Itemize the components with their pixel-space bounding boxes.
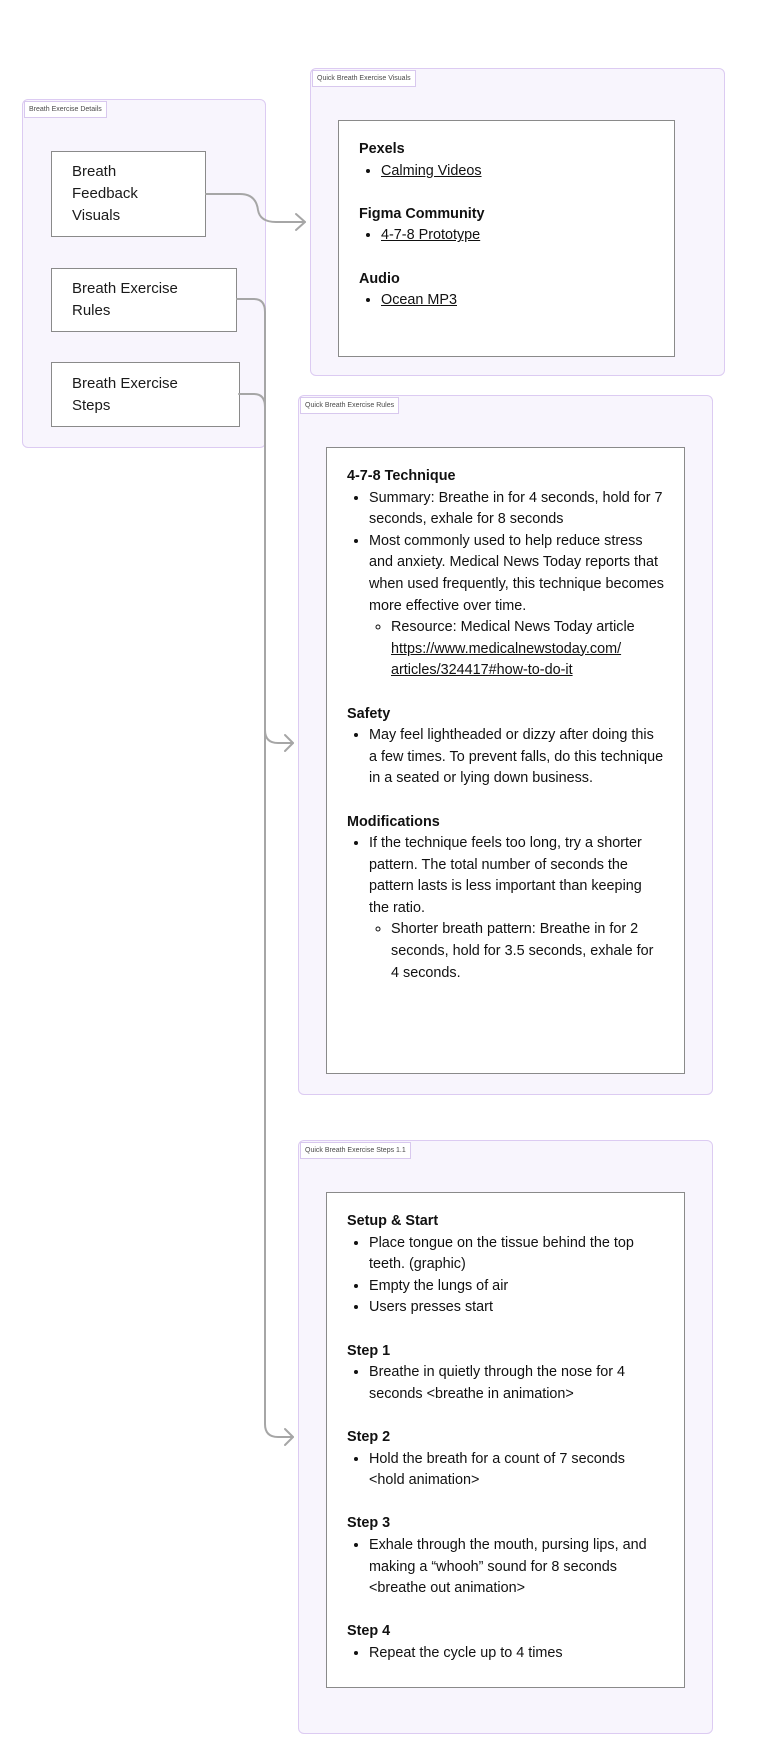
node-label: Breath Exercise Steps	[72, 374, 178, 414]
list-item: • Hold the breath for a count of 7 seconds <hold animation>	[369, 1449, 664, 1492]
list-item	[369, 531, 664, 682]
connector-steps-to-steps-section	[239, 394, 293, 1437]
step-2-heading: Step 2	[347, 1428, 391, 1445]
quick-breath-exercise-rules-section[interactable]	[298, 395, 713, 1095]
list-item	[381, 225, 654, 247]
modification-text: If the technique feels too long, try a shorter pattern. The total number of seconds the pattern lasts is less important than keeping the ratio.	[369, 835, 642, 916]
safety-heading: Safety	[347, 705, 391, 722]
modifications-heading: Modifications	[347, 813, 440, 830]
calming-videos-link[interactable]: Calming Videos	[381, 162, 482, 179]
list-item: ◦ Shorter breath pattern: Breathe in for 2 seconds, hold for 3.5 seconds, exhale for 4 seconds.	[391, 919, 664, 984]
resource-label: Resource: Medical News Today article	[391, 619, 635, 636]
arrowhead	[296, 214, 305, 230]
section-label: Breath Exercise Details	[24, 101, 107, 118]
list-item: • Empty the lungs of air	[369, 1276, 664, 1298]
breath-feedback-visuals-node[interactable]	[51, 151, 206, 237]
breath-exercise-steps-node[interactable]	[51, 362, 240, 427]
usage-text: Most commonly used to help reduce stress and anxiety. Medical News Today reports that when used frequently, this technique becomes more effective over time.	[369, 532, 664, 614]
visuals-card	[338, 120, 675, 357]
group-heading-pexels: Pexels	[359, 141, 405, 157]
breath-exercise-details-section[interactable]	[22, 99, 266, 448]
list-item	[381, 290, 654, 312]
steps-card	[326, 1192, 685, 1688]
quick-breath-exercise-steps-section[interactable]	[298, 1140, 713, 1734]
step-3-heading: Step 3	[347, 1515, 391, 1532]
quick-breath-exercise-visuals-section[interactable]	[310, 68, 725, 376]
list-item: • Repeat the cycle up to 4 times	[369, 1643, 664, 1665]
setup-heading: Setup & Start	[347, 1213, 439, 1229]
list-item	[381, 161, 654, 183]
step-1-heading: Step 1	[347, 1342, 391, 1359]
rules-card	[326, 447, 685, 1074]
list-item: • Place tongue on the tissue behind the top teeth. (graphic)	[369, 1233, 664, 1276]
node-label: Breath Feedback Visuals	[72, 163, 138, 224]
breath-exercise-rules-node[interactable]	[51, 268, 237, 332]
group-heading-figma-community: Figma Community	[359, 205, 485, 222]
section-label: Quick Breath Exercise Visuals	[312, 70, 416, 87]
section-label: Quick Breath Exercise Steps 1.1	[300, 1142, 411, 1159]
section-label: Quick Breath Exercise Rules	[300, 397, 399, 414]
list-item	[369, 833, 664, 984]
list-item: • Summary: Breathe in for 4 seconds, hold for 7 seconds, exhale for 8 seconds	[369, 488, 664, 531]
list-item	[391, 617, 664, 682]
ocean-mp3-link[interactable]: Ocean MP3	[381, 292, 457, 309]
technique-heading: 4-7-8 Technique	[347, 468, 456, 484]
arrowhead	[285, 1429, 293, 1445]
prototype-link[interactable]: 4-7-8 Prototype	[381, 227, 481, 244]
arrowhead	[285, 735, 293, 751]
step-4-heading: Step 4	[347, 1623, 391, 1640]
list-item: • Users presses start	[369, 1297, 664, 1319]
list-item: • Exhale through the mouth, pursing lips, and making a “whooh” sound for 8 seconds <breathe out animation>	[369, 1535, 664, 1600]
list-item: • May feel lightheaded or dizzy after doing this a few times. To prevent falls, do this technique in a seated or lying down business.	[369, 725, 664, 790]
resource-link[interactable]: https://www.medicalnewstoday.com/ articles/324417#how-to-do-it	[391, 640, 622, 679]
list-item: • Breathe in quietly through the nose for 4 seconds <breathe in animation>	[369, 1362, 664, 1405]
node-label: Breath Exercise Rules	[72, 280, 178, 319]
group-heading-audio: Audio	[359, 270, 400, 287]
